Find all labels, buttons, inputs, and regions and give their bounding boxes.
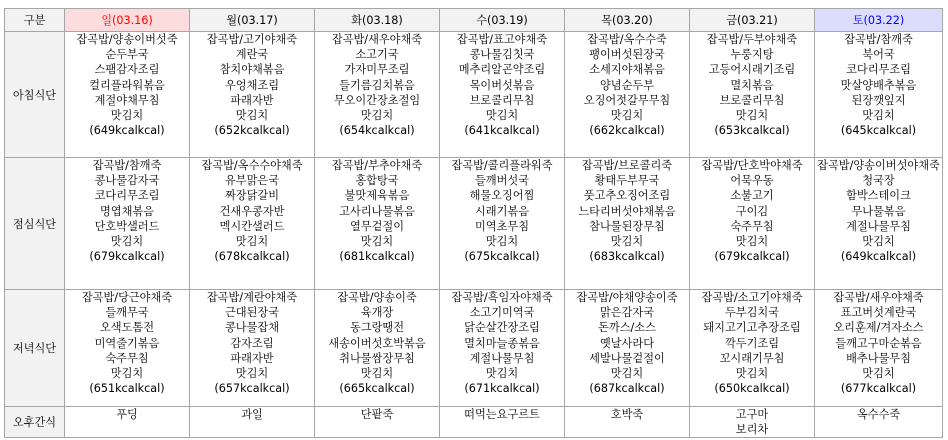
menu-item: 소고기미역국 [469, 306, 535, 320]
menu-item: 시래기볶음 [474, 204, 530, 218]
menu-item: 멸치볶음 [730, 78, 774, 92]
calorie-text: (641kcalkcal) [464, 124, 540, 138]
menu-cell [565, 290, 690, 407]
menu-item: 미역초무침 [474, 219, 530, 233]
snack-item: 과일 [241, 408, 263, 421]
menu-cell [690, 32, 815, 158]
menu-cell [690, 290, 815, 407]
menu-item: 깍두기조림 [724, 336, 780, 350]
day-header-fri: 금(03.21) [690, 9, 815, 32]
menu-item: 맛김치 [735, 366, 769, 380]
menu-item: 브로콜리무침 [469, 93, 535, 107]
menu-item: 불맛제육볶음 [344, 189, 410, 203]
meal-row-dinner [5, 290, 943, 407]
menu-item: 콩나물잡채 [224, 321, 280, 335]
menu-table [4, 8, 943, 438]
menu-item: 해물오징어찜 [469, 189, 535, 203]
menu-cell [190, 290, 315, 407]
calorie-text: (649kcalkcal) [89, 124, 165, 138]
menu-item: 잡곡밥/표고야채죽 [456, 33, 548, 46]
menu-cell [65, 32, 190, 158]
menu-item: 팽이버섯된장국 [589, 48, 665, 62]
menu-item: 계란국 [235, 48, 269, 62]
menu-item: 잡곡밥/야채양송이죽 [576, 291, 678, 304]
menu-item: 맛김치 [862, 108, 895, 122]
menu-item: 잡곡밥/부추야채죽 [331, 159, 423, 172]
menu-item: 목이버섯볶음 [469, 78, 535, 92]
calorie-text: (665kcalkcal) [339, 382, 415, 396]
header-label: 구분 [5, 9, 65, 32]
menu-item: 구이김 [735, 204, 769, 218]
menu-item: 계절나물무침 [846, 219, 911, 233]
calorie-text: (678kcalkcal) [214, 250, 290, 264]
meal-row-breakfast [5, 32, 943, 158]
menu-item: 고사리나물볶음 [339, 204, 415, 218]
snack-cell [565, 407, 690, 438]
calorie-text: (649kcalkcal) [840, 250, 917, 264]
menu-item: 잡곡밥/새우야채죽 [833, 291, 924, 304]
menu-item: 잡곡밥/고기야채죽 [206, 33, 298, 46]
menu-item: 잡곡밥/참깨죽 [92, 159, 162, 172]
menu-item: 동그랑땡전 [349, 321, 405, 335]
menu-item: 어묵우동 [730, 174, 774, 188]
menu-item: 오리훈제/겨자소스 [833, 321, 924, 335]
day-header-tue: 화(03.18) [315, 9, 440, 32]
meal-label: 저녁식단 [5, 290, 65, 407]
menu-item: 맛김치 [485, 234, 519, 248]
menu-item: 고등어시래기조림 [708, 63, 796, 77]
menu-item: 취나물쌈장무침 [339, 351, 415, 365]
menu-item: 파래자반 [230, 93, 274, 107]
menu-item: 맛김치 [235, 366, 269, 380]
menu-item: 맛김치 [110, 108, 144, 122]
menu-cell [815, 290, 943, 407]
menu-cell [440, 290, 565, 407]
menu-item: 새송이버섯호박볶음 [328, 336, 426, 350]
menu-item: 소불고기 [730, 189, 774, 203]
day-header-sun: 일(03.16) [65, 9, 190, 32]
meal-row-lunch [5, 158, 943, 290]
day-header-sat: 토(03.22) [815, 9, 943, 32]
snack-item: 단팥죽 [360, 408, 394, 421]
menu-item: 잡곡밥/소고기야채죽 [701, 291, 803, 304]
menu-item: 잡곡밥/양송이버섯야채죽 [817, 159, 940, 172]
menu-item: 맛김치 [235, 108, 269, 122]
menu-cell [315, 32, 440, 158]
menu-item: 맛김치 [862, 234, 895, 248]
menu-item: 잡곡밥/당근야채죽 [81, 291, 173, 304]
menu-item: 느타리버섯야채볶음 [578, 204, 676, 218]
menu-item: 육개장 [360, 306, 394, 320]
menu-item: 잡곡밥/콜리플라워죽 [451, 159, 553, 172]
menu-cell [440, 158, 565, 290]
menu-item: 소고기국 [355, 48, 399, 62]
menu-item: 잡곡밥/양송이버섯죽 [76, 33, 178, 46]
menu-item: 멸치마늘종볶음 [464, 336, 540, 350]
menu-item: 청국장 [862, 174, 895, 188]
menu-cell [65, 290, 190, 407]
calorie-text: (651kcalkcal) [89, 382, 165, 396]
menu-item: 스팸감자조림 [94, 63, 160, 77]
menu-item: 맛김치 [110, 366, 144, 380]
menu-item: 숙주무침 [730, 219, 774, 233]
menu-cell [690, 158, 815, 290]
menu-item: 들깨무국 [105, 306, 149, 320]
calorie-text: (675kcalkcal) [464, 250, 540, 264]
menu-item: 잡곡밥/옥수수죽 [587, 33, 667, 46]
snack-cell [315, 407, 440, 438]
weekly-menu [4, 8, 943, 438]
menu-item: 잡곡밥/단호박야채죽 [701, 159, 803, 172]
menu-cell [815, 32, 943, 158]
menu-cell [65, 158, 190, 290]
menu-item: 유부맑은국 [224, 174, 280, 188]
menu-item: 건새우콩자반 [219, 204, 285, 218]
menu-item: 맛김치 [610, 108, 644, 122]
menu-item: 잡곡밥/참깨죽 [844, 33, 913, 46]
menu-item: 맛김치 [360, 234, 394, 248]
day-header-wed: 수(03.19) [440, 9, 565, 32]
calorie-text: (657kcalkcal) [214, 382, 290, 396]
menu-item: 맛김치 [610, 366, 644, 380]
calorie-text: (662kcalkcal) [589, 124, 665, 138]
menu-item: 닭순살간장조림 [464, 321, 540, 335]
menu-item: 콩나물감자국 [94, 174, 160, 188]
calorie-text: (681kcalkcal) [339, 250, 415, 264]
menu-item: 들깨버섯국 [474, 174, 530, 188]
menu-item: 배추나물무침 [846, 351, 911, 365]
menu-item: 표고버섯계란국 [840, 306, 917, 320]
menu-item: 단호박샐러드 [94, 219, 160, 233]
menu-item: 메추리알곤약조림 [458, 63, 546, 77]
snack-item: 떠먹는요구르트 [464, 408, 540, 421]
menu-item: 명엽채볶음 [99, 204, 155, 218]
menu-cell [315, 158, 440, 290]
meal-label: 오후간식 [5, 407, 65, 438]
menu-item: 두부김치국 [724, 306, 780, 320]
menu-item: 계절나물무침 [469, 351, 535, 365]
menu-item: 맛김치 [735, 108, 769, 122]
menu-item: 꼬시래기무침 [719, 351, 785, 365]
menu-item: 잡곡밥/양송이죽 [337, 291, 417, 304]
menu-item: 감자조림 [230, 336, 274, 350]
menu-item: 무나물볶음 [851, 204, 906, 218]
menu-item: 짜장닭갈비 [224, 189, 280, 203]
menu-item: 들기름김치볶음 [339, 78, 415, 92]
day-header-thu: 목(03.20) [565, 9, 690, 32]
menu-item: 옛날사라다 [599, 336, 655, 350]
menu-item: 가자미무조림 [344, 63, 410, 77]
menu-cell [190, 158, 315, 290]
menu-item: 멕시칸샐러드 [219, 219, 285, 233]
menu-item: 함박스테이크 [846, 189, 911, 203]
menu-item: 된장깻잎지 [851, 93, 906, 107]
menu-item: 들깨고구마순볶음 [835, 336, 922, 350]
calorie-text: (687kcalkcal) [589, 382, 665, 396]
calorie-text: (653kcalkcal) [714, 124, 790, 138]
menu-item: 잡곡밥/새우야채죽 [331, 33, 423, 46]
menu-item: 맛김치 [862, 366, 895, 380]
calorie-text: (654kcalkcal) [339, 124, 415, 138]
snack-cell [690, 407, 815, 438]
menu-cell [565, 158, 690, 290]
menu-item: 맛살양배추볶음 [840, 78, 917, 92]
snack-item: 옥수수죽 [856, 408, 901, 421]
snack-cell [815, 407, 943, 438]
calorie-text: (645kcalkcal) [840, 124, 917, 138]
menu-item: 맛김치 [360, 108, 394, 122]
menu-item: 우엉채조림 [224, 78, 280, 92]
menu-item: 북어국 [862, 48, 895, 62]
header-row [5, 9, 943, 32]
snack-item: 보리차 [735, 423, 769, 437]
calorie-text: (652kcalkcal) [214, 124, 290, 138]
menu-item: 돼지고기고추장조림 [703, 321, 801, 335]
menu-item: 참나물된장무침 [589, 219, 665, 233]
menu-item: 참치야채볶음 [219, 63, 285, 77]
menu-item: 잡곡밥/브로콜리죽 [581, 159, 673, 172]
menu-item: 맛김치 [110, 234, 144, 248]
menu-item: 맛김치 [235, 234, 269, 248]
menu-item: 파래자반 [230, 351, 274, 365]
menu-item: 잡곡밥/계란야채죽 [206, 291, 298, 304]
menu-cell [190, 32, 315, 158]
menu-cell [815, 158, 943, 290]
menu-item: 열무겉절이 [349, 219, 405, 233]
calorie-text: (683kcalkcal) [589, 250, 665, 264]
menu-item: 콩나물김칫국 [469, 48, 535, 62]
calorie-text: (679kcalkcal) [89, 250, 165, 264]
menu-item: 오징어젓갈무무침 [583, 93, 671, 107]
menu-item: 브로콜리무침 [719, 93, 785, 107]
menu-item: 맛김치 [610, 234, 644, 248]
snack-cell [190, 407, 315, 438]
menu-item: 맛김치 [360, 366, 394, 380]
menu-cell [565, 32, 690, 158]
menu-item: 맛김치 [485, 108, 519, 122]
day-header-mon: 월(03.17) [190, 9, 315, 32]
calorie-text: (679kcalkcal) [714, 250, 790, 264]
meal-row-snack [5, 407, 943, 438]
menu-item: 누룽지탕 [730, 48, 774, 62]
menu-item: 돈까스/소스 [598, 321, 656, 335]
snack-item: 고구마 [735, 408, 769, 421]
menu-item: 숙주무침 [105, 351, 149, 365]
meal-label: 아침식단 [5, 32, 65, 158]
menu-item: 잡곡밥/두부야채죽 [706, 33, 798, 46]
menu-item: 코다리무조림 [846, 63, 911, 77]
calorie-text: (650kcalkcal) [714, 382, 790, 396]
menu-item: 세발나물겉절이 [589, 351, 665, 365]
menu-item: 오색도톰전 [99, 321, 155, 335]
menu-item: 홍합탕국 [355, 174, 399, 188]
calorie-text: (677kcalkcal) [840, 382, 917, 396]
snack-cell [440, 407, 565, 438]
snack-item: 호박죽 [610, 408, 644, 421]
menu-item: 무오이간장초절임 [333, 93, 421, 107]
menu-item: 코다리무조림 [94, 189, 160, 203]
menu-item: 소세지야채볶음 [589, 63, 665, 77]
snack-item: 푸딩 [116, 408, 138, 421]
menu-item: 풋고추오징어조림 [583, 189, 671, 203]
menu-item: 황태두부무국 [594, 174, 660, 188]
meal-label: 점심식단 [5, 158, 65, 290]
menu-cell [440, 32, 565, 158]
menu-item: 근대된장국 [224, 306, 280, 320]
menu-item: 계절야채무침 [94, 93, 160, 107]
menu-item: 맛김치 [735, 234, 769, 248]
menu-item: 순두부국 [105, 48, 149, 62]
calorie-text: (671kcalkcal) [464, 382, 540, 396]
menu-cell [315, 290, 440, 407]
menu-item: 잡곡밥/흑임자야채죽 [451, 291, 553, 304]
menu-item: 양념순두부 [599, 78, 655, 92]
menu-item: 잡곡밥/옥수수야채죽 [201, 159, 303, 172]
menu-item: 미역줄기볶음 [94, 336, 160, 350]
menu-item: 컬리플라워볶음 [89, 78, 165, 92]
menu-item: 맛김치 [485, 366, 519, 380]
snack-cell [65, 407, 190, 438]
menu-item: 맑은감자국 [599, 306, 655, 320]
